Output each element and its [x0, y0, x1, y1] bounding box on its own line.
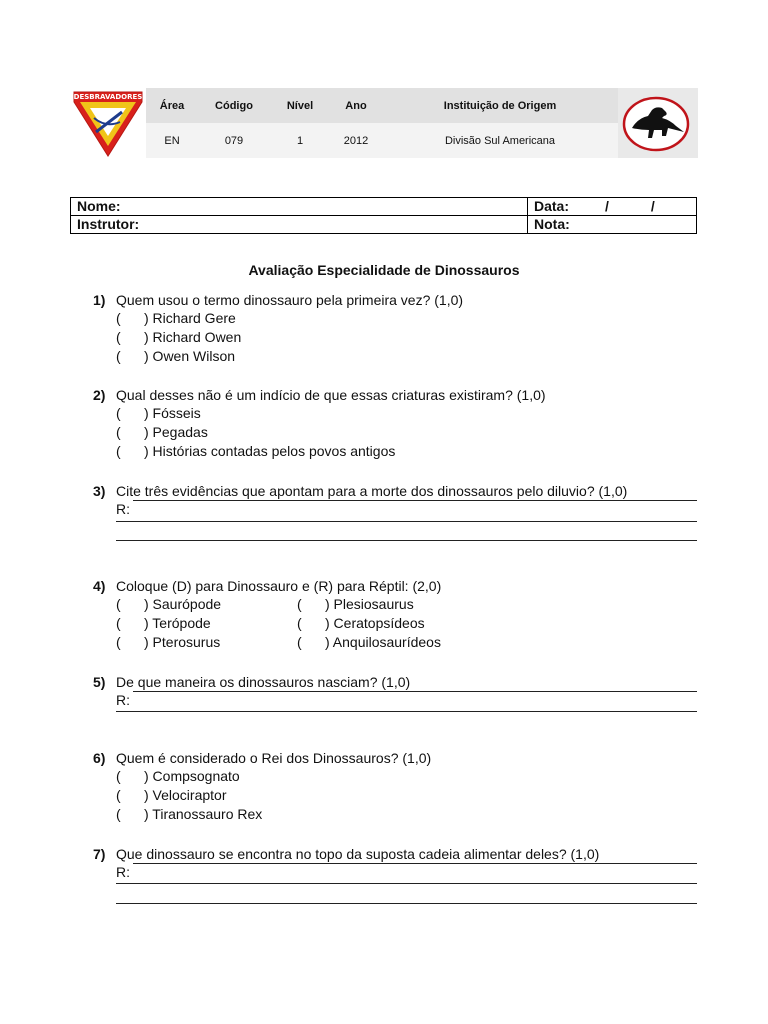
- option[interactable]: ( ) Terópode: [116, 615, 211, 631]
- question-text: Quem é considerado o Rei dos Dinossauros? (1,0): [116, 750, 432, 766]
- answer-line[interactable]: [116, 903, 697, 904]
- option[interactable]: ( ) Histórias contadas pelos povos antigos: [116, 443, 396, 459]
- answer-line[interactable]: [133, 500, 697, 501]
- question-text: De que maneira os dinossauros nasciam? (1,0): [116, 674, 411, 690]
- specialty-header: [70, 88, 698, 158]
- instructor-cell[interactable]: [71, 216, 528, 234]
- option[interactable]: ( ) Fósseis: [116, 405, 201, 421]
- answer-line[interactable]: [116, 540, 697, 541]
- question-text: Coloque (D) para Dinossauro e (R) para Réptil: (2,0): [116, 578, 442, 594]
- option[interactable]: ( ) Tiranossauro Rex: [116, 806, 263, 822]
- question-number: 3): [93, 483, 106, 499]
- option[interactable]: ( ) Saurópode: [116, 596, 222, 612]
- question-number: 7): [93, 846, 106, 862]
- logo-text: DESBRAVADORES: [73, 93, 143, 101]
- col-codigo-value: 079: [224, 134, 244, 147]
- col-instituicao-label: Instituição de Origem: [443, 99, 557, 112]
- question-text: Quem usou o termo dinossauro pela primeira vez? (1,0): [116, 292, 464, 308]
- col-ano-label: Ano: [345, 99, 367, 112]
- date-label: Data:: [534, 198, 570, 214]
- col-ano-value: 2012: [343, 134, 369, 147]
- specialty-values-row: [146, 123, 690, 158]
- answer-label: R:: [116, 692, 130, 708]
- option[interactable]: ( ) Ceratopsídeos: [297, 615, 425, 631]
- question-number: 1): [93, 292, 106, 308]
- name-label: Nome:: [77, 198, 121, 214]
- date-cell[interactable]: [528, 198, 697, 216]
- col-codigo-label: Código: [215, 99, 253, 112]
- option[interactable]: ( ) Pterosurus: [116, 634, 221, 650]
- question-text: Qual desses não é um indício de que essas criaturas existiram? (1,0): [116, 387, 546, 403]
- page-title: Avaliação Especialidade de Dinossauros: [248, 262, 520, 278]
- specialty-header-row: [146, 88, 690, 123]
- option[interactable]: ( ) Richard Gere: [116, 310, 236, 326]
- student-info-table: [70, 197, 697, 234]
- grade-cell[interactable]: [528, 216, 697, 234]
- question-number: 2): [93, 387, 106, 403]
- option[interactable]: ( ) Pegadas: [116, 424, 208, 440]
- option[interactable]: ( ) Richard Owen: [116, 329, 242, 345]
- col-instituicao-value: Divisão Sul Americana: [444, 134, 556, 147]
- option[interactable]: ( ) Compsognato: [116, 768, 240, 784]
- option[interactable]: ( ) Anquilosaurídeos: [297, 634, 441, 650]
- col-area-value: EN: [164, 134, 180, 147]
- option[interactable]: ( ) Velociraptor: [116, 787, 227, 803]
- date-separator: /: [650, 198, 655, 214]
- answer-line[interactable]: [116, 521, 697, 522]
- name-cell[interactable]: [71, 198, 528, 216]
- option[interactable]: ( ) Owen Wilson: [116, 348, 236, 364]
- instructor-label: Instrutor:: [77, 216, 140, 232]
- question-number: 5): [93, 674, 106, 690]
- pathfinders-logo-icon: [70, 88, 146, 158]
- col-area-label: Área: [159, 99, 185, 112]
- date-separator: /: [605, 198, 609, 214]
- answer-line[interactable]: [133, 863, 697, 864]
- col-nivel-label: Nível: [286, 99, 314, 112]
- answer-line[interactable]: [133, 691, 697, 692]
- option[interactable]: ( ) Plesiosaurus: [297, 596, 414, 612]
- specialty-info-table: [146, 88, 690, 158]
- grade-label: Nota:: [534, 216, 570, 232]
- answer-line[interactable]: [116, 711, 697, 712]
- dinosaur-badge: [618, 88, 698, 158]
- question-number: 6): [93, 750, 106, 766]
- answer-label: R:: [116, 864, 130, 880]
- question-text: Que dinossauro se encontra no topo da suposta cadeia alimentar deles? (1,0): [116, 846, 600, 862]
- answer-line[interactable]: [116, 883, 697, 884]
- question-text: Cite três evidências que apontam para a morte dos dinossauros pelo diluvio? (1,0): [116, 483, 628, 499]
- dinosaur-icon: [618, 88, 698, 158]
- col-nivel-value: 1: [296, 134, 304, 147]
- question-number: 4): [93, 578, 106, 594]
- answer-label: R:: [116, 501, 130, 517]
